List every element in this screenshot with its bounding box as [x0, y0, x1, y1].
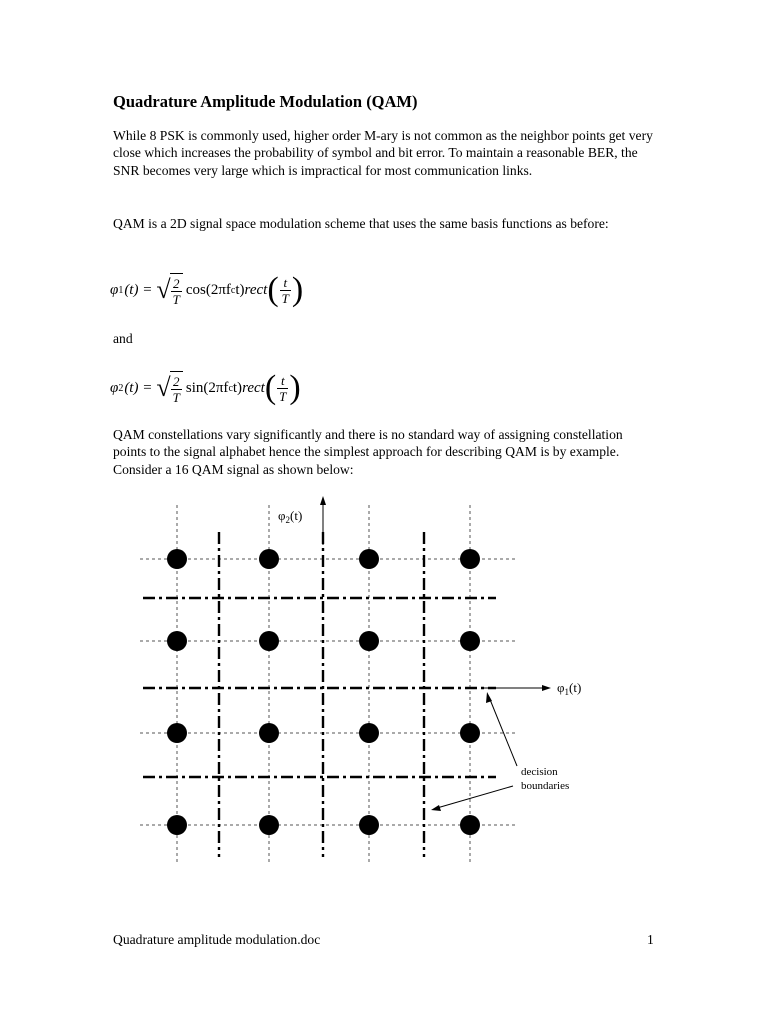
annotation-line-2: boundaries [521, 780, 570, 792]
eq2-sqrt: √ $\frac{2}{T}$ [156, 371, 183, 405]
paragraph-intro: While 8 PSK is commonly used, higher order M-ary is not common as the neighbor points get very close which increases the probability of symbol and bit error. To maintain a reasonable BER, the SNR becomes very large which is impractical for most communication links. [113, 128, 653, 178]
eq2-lhs-arg: (t) = [124, 379, 153, 396]
horizontal-axis-arrowhead [542, 685, 551, 691]
annotation-arrow-lower [437, 786, 513, 808]
annotation-arrowhead-lower [431, 805, 441, 811]
constellation-point [359, 631, 379, 651]
constellation-point [167, 723, 187, 743]
constellation-point [259, 815, 279, 835]
decision-boundaries-annotation [431, 692, 569, 811]
constellation-point [359, 815, 379, 835]
constellation-point [167, 549, 187, 569]
constellation-point [167, 815, 187, 835]
constellation-point [167, 631, 187, 651]
paragraph-qam-definition: QAM is a 2D signal space modulation scheme that uses the same basis functions as before: [113, 216, 609, 231]
eq2-lhs-sub: 2 [118, 382, 124, 394]
eq1-func: cos(2πf [185, 281, 231, 298]
eq2-func: sin(2πf [185, 379, 229, 396]
eq1-func-sub: c [230, 284, 236, 296]
constellation-point [259, 631, 279, 651]
eq2-lhs-symbol: φ [110, 379, 119, 396]
constellation-point [359, 723, 379, 743]
equation-phi1: φ 1 (t) = √ $\frac{2}{T}$ cos(2πf c t) rect ( $\frac{t}{T}$ ) [110, 271, 304, 308]
eq1-rect-num: t [283, 274, 288, 290]
paragraph-constellation: QAM constellations vary significantly and there is no standard way of assigning constellation points to the signal alphabet hence the simplest approach for describing QAM is by example. Consider a 16 QAM signal as shown below: [113, 427, 623, 477]
paragraph-and: and [113, 331, 133, 346]
constellation-point [359, 549, 379, 569]
eq1-num: 2 [172, 276, 180, 291]
annotation-arrow-upper [489, 697, 517, 766]
eq1-func-tail: t) [235, 281, 245, 298]
eq2-func-sub: c [228, 382, 233, 394]
eq1-sqrt: √ $\frac{2}{T}$ [156, 273, 183, 307]
eq2-func-tail: t) [232, 379, 243, 396]
grid-lines [140, 505, 515, 862]
equation-phi2: φ 2 (t) = √ $\frac{2}{T}$ sin(2πf c t) rect ( $\frac{t}{T}$ ) [110, 369, 301, 406]
constellation-point [259, 549, 279, 569]
eq2-rect-num: t [280, 372, 285, 388]
constellation-point [460, 815, 480, 835]
eq2-rect: rect [242, 379, 265, 396]
eq2-den: T [172, 390, 180, 405]
footer-page-number: 1 [647, 932, 654, 947]
eq2-num: 2 [172, 374, 180, 389]
horizontal-axis-label: $\varphi_1(t)$ [557, 680, 582, 697]
footer-filename: Quadrature amplitude modulation.doc [113, 932, 321, 947]
eq2-rect-den: T [279, 388, 287, 404]
vertical-axis-label: $\varphi_2(t)$ [278, 508, 303, 525]
page-title: Quadrature Amplitude Modulation (QAM) [113, 92, 418, 111]
vertical-axis-arrowhead [320, 496, 326, 505]
decision-boundary-lines [143, 532, 496, 857]
eq1-lhs-sub: 1 [118, 284, 124, 296]
eq1-rect: rect [244, 281, 268, 298]
constellation-point [460, 631, 480, 651]
constellation-point [460, 549, 480, 569]
eq1-den: T [172, 292, 180, 307]
constellation-point [259, 723, 279, 743]
constellation-point [460, 723, 480, 743]
eq1-rect-den: T [281, 290, 289, 306]
annotation-line-1: decision [521, 766, 558, 778]
eq1-lhs-arg: (t) = [124, 281, 153, 298]
eq1-lhs-symbol: φ [110, 281, 119, 298]
